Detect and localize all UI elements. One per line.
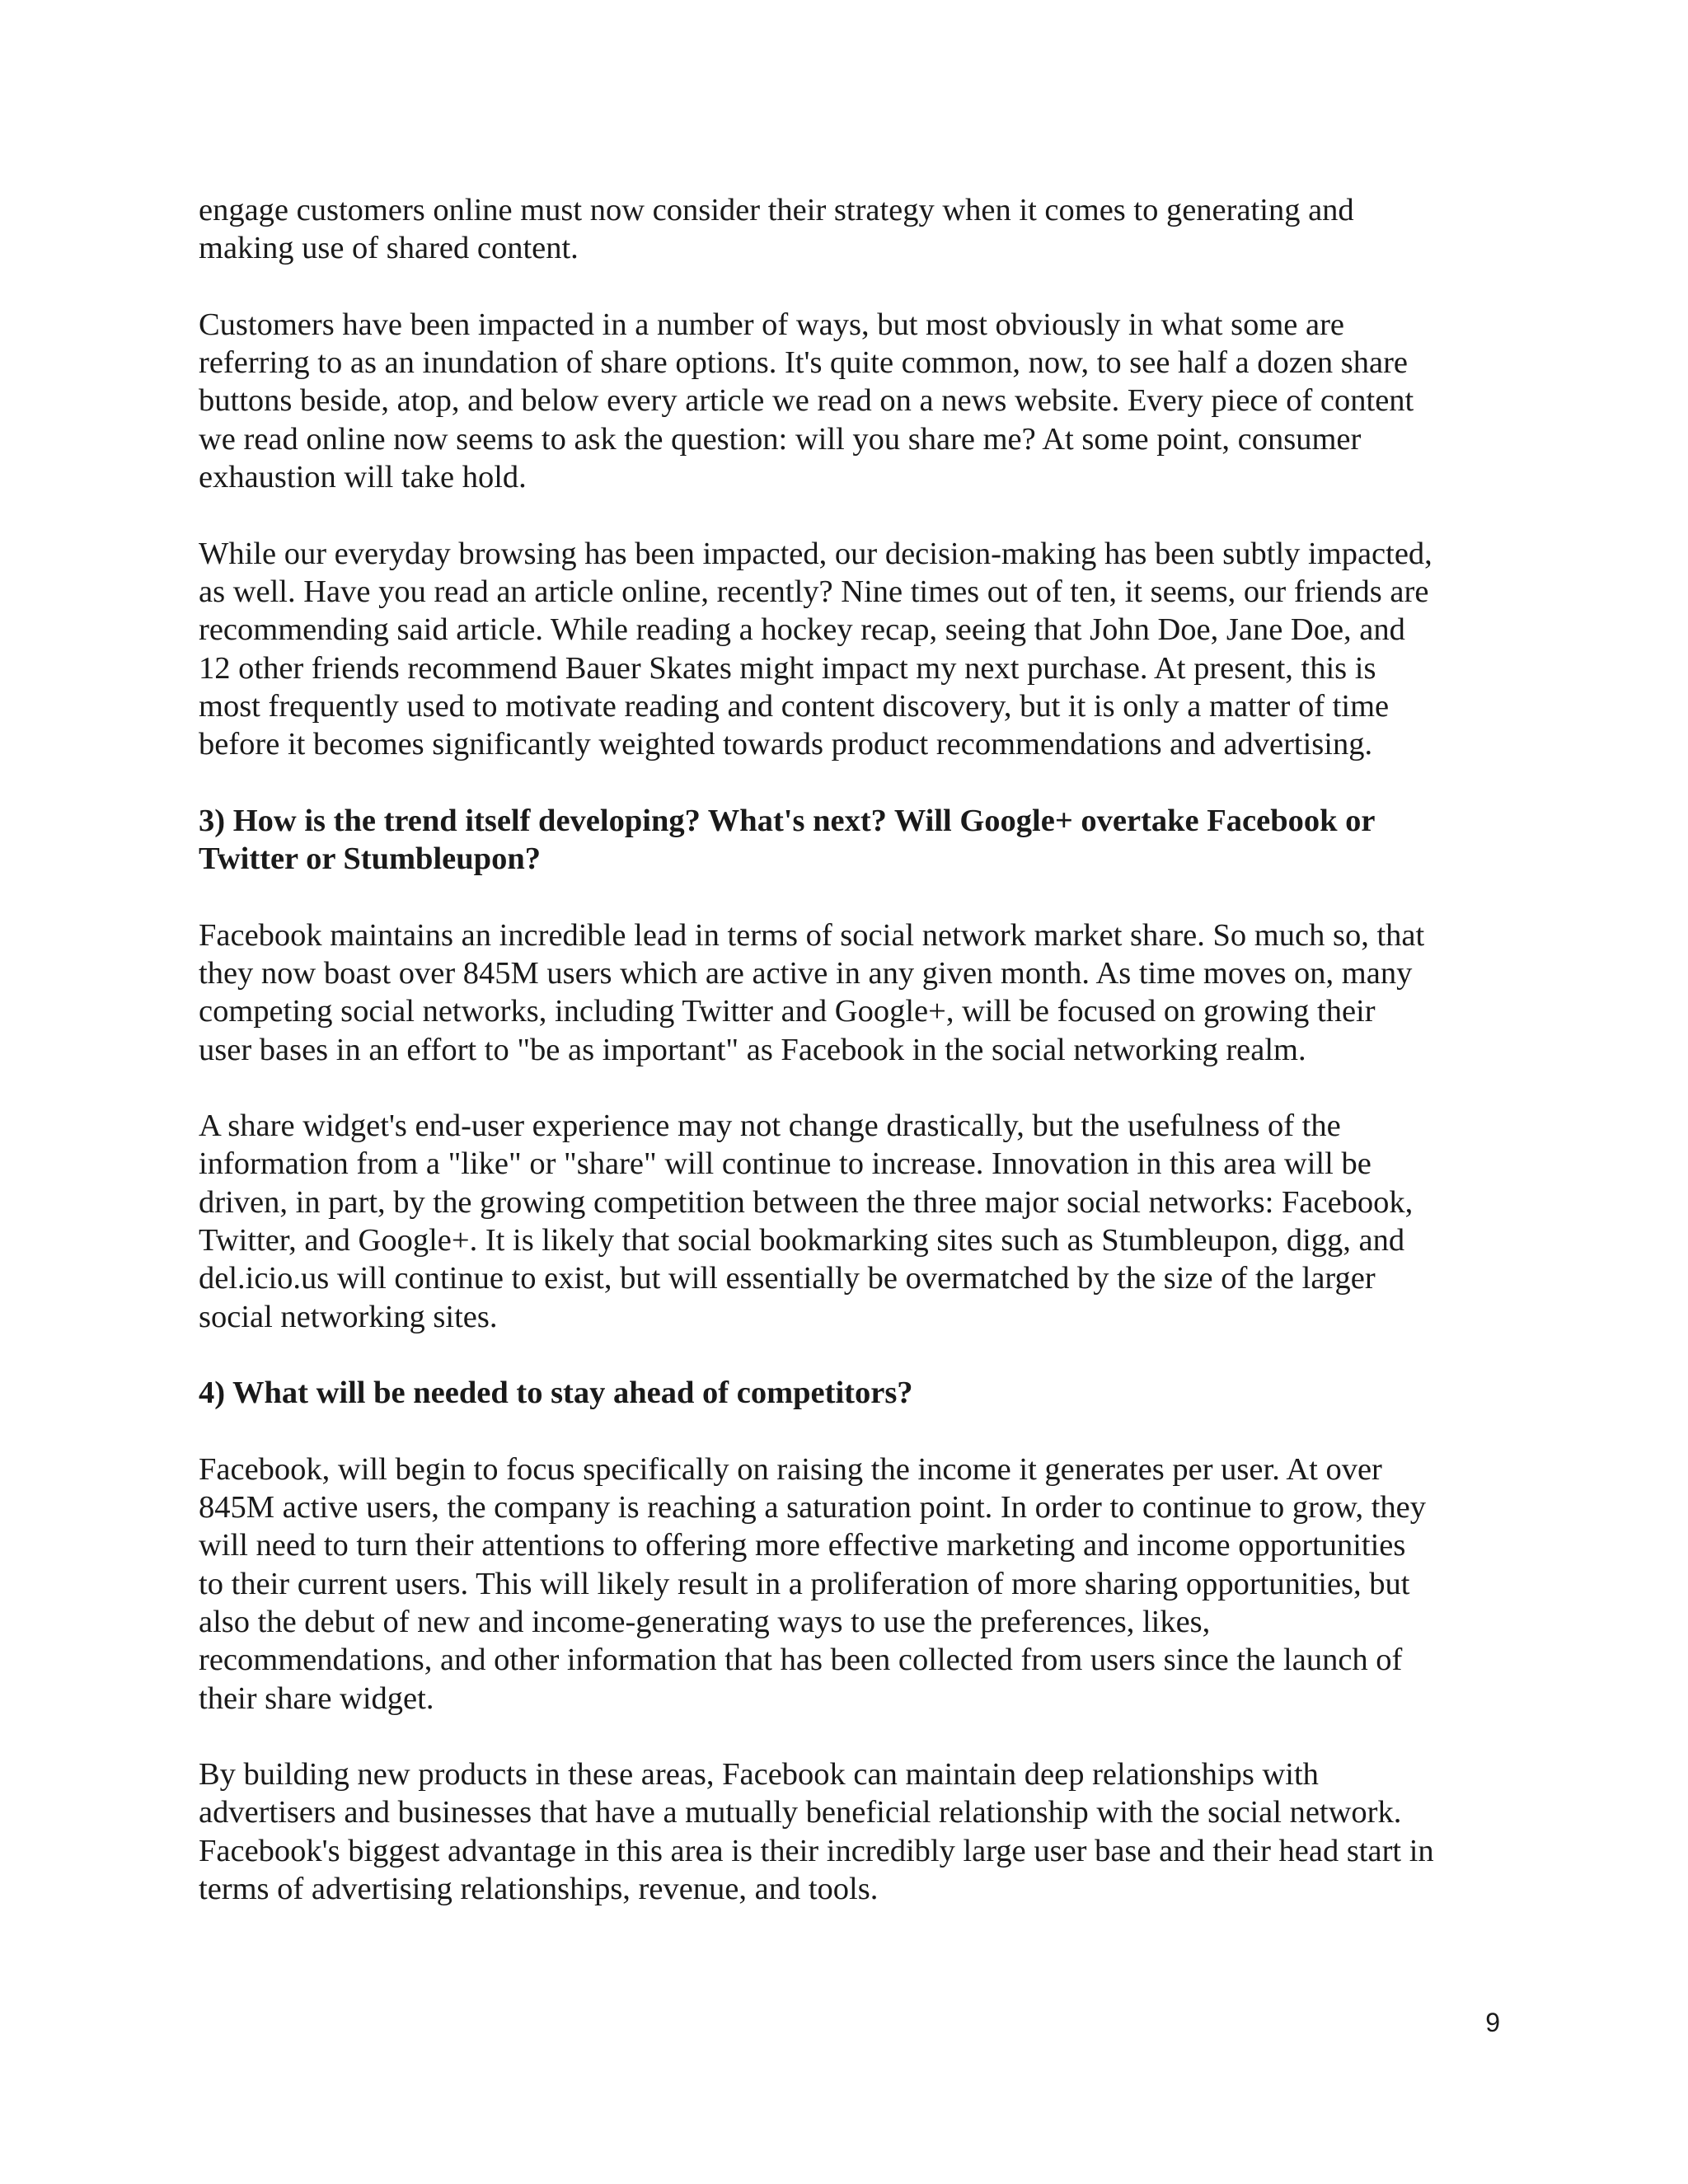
section-heading [199, 1374, 1511, 1412]
text-line: user bases in an effort to "be as important" as Facebook in the social networking realm. [199, 1032, 1306, 1067]
text-line: will need to turn their attentions to offering more effective marketing and income opportunities [199, 1528, 1406, 1563]
text-line: 845M active users, the company is reaching a saturation point. In order to continue to grow, they [199, 1490, 1426, 1526]
text-line: recommending said article. While reading a hockey recap, seeing that John Doe, Jane Doe, and [199, 612, 1405, 648]
text-line: social networking sites. [199, 1299, 498, 1334]
body-paragraph [199, 1755, 1511, 1908]
text-line: exhaustion will take hold. [199, 460, 527, 495]
text-line: we read online now seems to ask the question: will you share me? At some point, consumer [199, 421, 1362, 457]
text-line: Facebook's biggest advantage in this area is their incredibly large user base and their head start in [199, 1833, 1434, 1868]
text-line: engage customers online must now consider their strategy when it comes to generating and [199, 193, 1354, 227]
text-line: information from a "like" or "share" will continue to increase. Innovation in this area will be [199, 1146, 1372, 1182]
text-line: advertisers and businesses that have a mutually beneficial relationship with the social network. [199, 1795, 1402, 1830]
body-paragraph [199, 916, 1511, 1069]
text-line: also the debut of new and income-generating ways to use the preferences, likes, [199, 1604, 1211, 1639]
body-paragraph [199, 1107, 1511, 1336]
text-line: By building new products in these areas, Facebook can maintain deep relationships with [199, 1757, 1319, 1793]
text-line: Customers have been impacted in a number of ways, but most obviously in what some are [199, 307, 1344, 342]
text-line: Twitter, and Google+. It is likely that social bookmarking sites such as Stumbleupon, digg, and [199, 1223, 1405, 1258]
text-line: A share widget's end-user experience may not change drastically, but the usefulness of the [199, 1108, 1341, 1144]
text-line: buttons beside, atop, and below every article we read on a news website. Every piece of content [199, 383, 1414, 419]
section-heading [199, 802, 1511, 879]
document-body [199, 191, 1511, 1947]
text-line: 4) What will be needed to stay ahead of competitors? [199, 1376, 913, 1411]
text-line: recommendations, and other information that has been collected from users since the launch of [199, 1643, 1403, 1678]
text-line: terms of advertising relationships, revenue, and tools. [199, 1872, 879, 1907]
text-line: While our everyday browsing has been impacted, our decision-making has been subtly impacted, [199, 536, 1432, 571]
text-line: most frequently used to motivate reading and content discovery, but it is only a matter of time [199, 688, 1390, 724]
text-line: their share widget. [199, 1680, 434, 1716]
body-paragraph [199, 306, 1511, 496]
text-line: Facebook maintains an incredible lead in terms of social network market share. So much so, that [199, 917, 1425, 953]
body-paragraph [199, 535, 1511, 764]
text-line: to their current users. This will likely result in a proliferation of more sharing opportunities, but [199, 1566, 1410, 1601]
text-line: driven, in part, by the growing competition between the three major social networks: Facebook, [199, 1184, 1414, 1220]
text-line: they now boast over 845M users which are active in any given month. As time moves on, many [199, 955, 1413, 991]
text-line: 3) How is the trend itself developing? What's next? Will Google+ overtake Facebook or [199, 803, 1376, 838]
text-line: competing social networks, including Twitter and Google+, will be focused on growing their [199, 994, 1376, 1029]
text-line: 12 other friends recommend Bauer Skates might impact my next purchase. At present, this is [199, 650, 1376, 686]
body-paragraph [199, 191, 1511, 268]
body-paragraph [199, 1451, 1511, 1718]
text-line: making use of shared content. [199, 231, 579, 266]
text-line: del.icio.us will continue to exist, but will essentially be overmatched by the size of the larger [199, 1261, 1376, 1296]
text-line: Facebook, will begin to focus specifically on raising the income it generates per user. At over [199, 1451, 1382, 1487]
text-line: referring to as an inundation of share options. It's quite common, now, to see half a dozen share [199, 345, 1409, 381]
text-line: as well. Have you read an article online, recently? Nine times out of ten, it seems, our friends are [199, 574, 1429, 609]
text-line: Twitter or Stumbleupon? [199, 841, 541, 877]
page-number: 9 [1485, 2008, 1500, 2037]
text-line: before it becomes significantly weighted towards product recommendations and advertising. [199, 727, 1373, 762]
